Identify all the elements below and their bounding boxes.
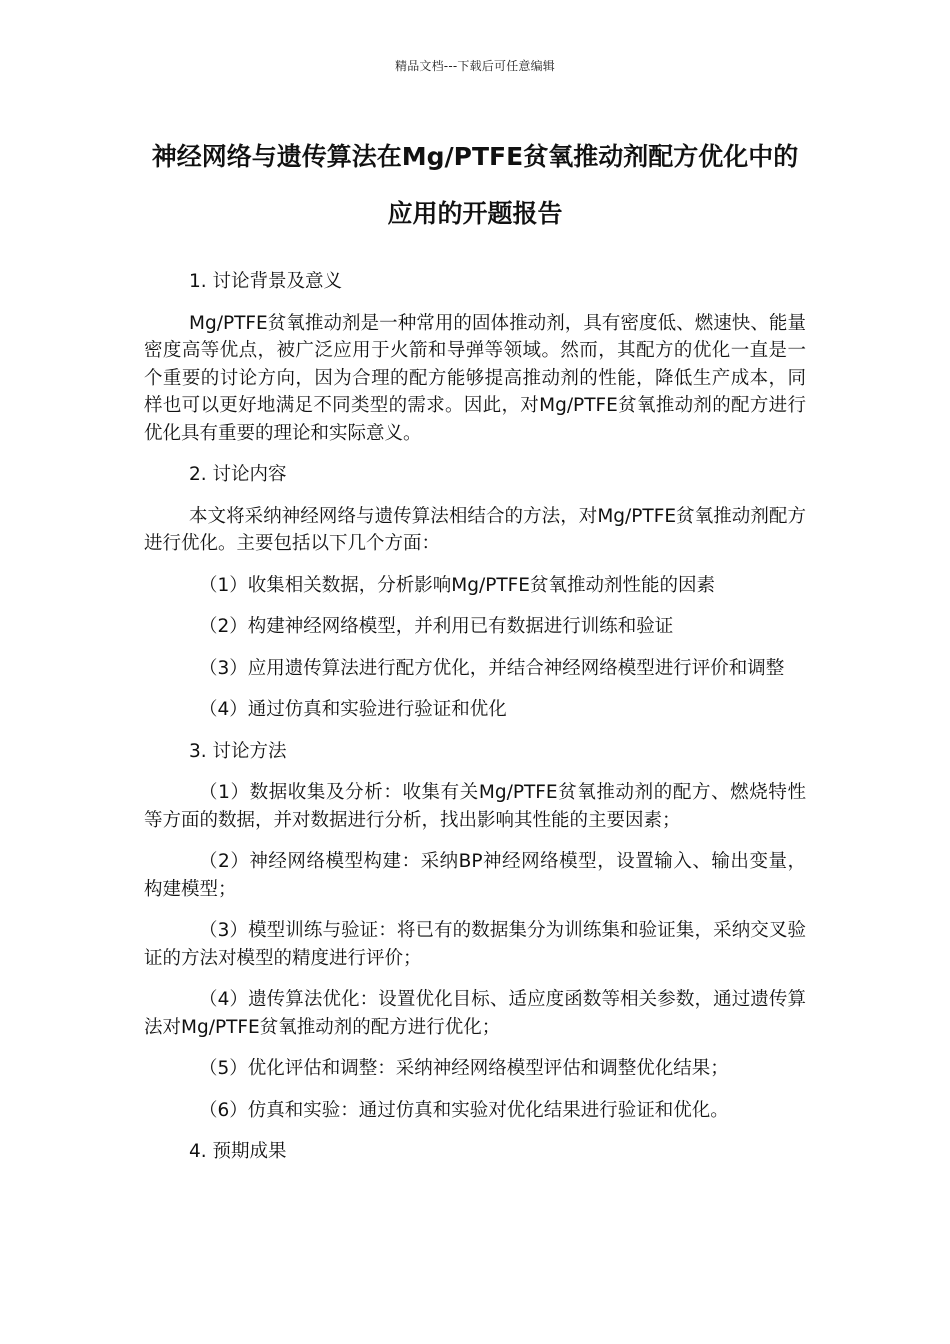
content-list-item: （2）构建神经网络模型，并利用已有数据进行训练和验证 — [199, 616, 674, 637]
content-list-item: （1）收集相关数据，分析影响Mg/PTFE贫氧推动剂性能的因素 — [199, 574, 715, 596]
document-title: 神经网络与遗传算法在Mg/PTFE贫氧推动剂配方优化中的应用的开题报告 — [151, 142, 799, 228]
content-list-item: （4）通过仿真和实验进行验证和优化 — [199, 699, 507, 720]
methods-list-item: （3）模型训练与验证：将已有的数据集分为训练集和验证集，采纳交叉验证的方法对模型的精度进行评价； — [144, 920, 806, 969]
background-paragraph: Mg/PTFE贫氧推动剂是一种常用的固体推动剂，具有密度低、燃速快、能量密度高等优点，被广泛应用于火箭和导弹等领域。然而，其配方的优化一直是一个重要的讨论方向，因为合理的配方能够提高推动剂的性能，降低生产成本，同样也可以更好地满足不同类型的需求。因此，对Mg/PTFE贫氧推动剂的配方进行优化具有重要的理论和实际意义。 — [144, 312, 806, 444]
content-list-item: （3）应用遗传算法进行配方优化，并结合神经网络模型进行评价和调整 — [199, 657, 785, 679]
section-heading-expected-results: 4. 预期成果 — [189, 1141, 287, 1162]
methods-list-item: （5）优化评估和调整：采纳神经网络模型评估和调整优化结果； — [199, 1058, 729, 1079]
content-paragraph: 本文将采纳神经网络与遗传算法相结合的方法，对Mg/PTFE贫氧推动剂配方进行优化。主要包括以下几个方面： — [144, 505, 806, 554]
section-heading-background: 1. 讨论背景及意义 — [189, 271, 343, 292]
methods-list-item: （4）遗传算法优化：设置优化目标、适应度函数等相关参数，通过遗传算法对Mg/PTFE贫氧推动剂的配方进行优化； — [144, 989, 806, 1038]
document-body — [144, 268, 806, 1180]
header-note: 精品文档---下载后可任意编辑 — [395, 59, 555, 73]
section-heading-content: 2. 讨论内容 — [189, 464, 287, 485]
section-heading-methods: 3. 讨论方法 — [189, 740, 287, 762]
methods-list-item: （6）仿真和实验：通过仿真和实验对优化结果进行验证和优化。 — [199, 1099, 729, 1121]
methods-list-item: （2）神经网络模型构建：采纳BP神经网络模型，设置输入、输出变量，构建模型； — [144, 851, 806, 900]
methods-list-item: （1）数据收集及分析：收集有关Mg/PTFE贫氧推动剂的配方、燃烧特性等方面的数据，并对数据进行分析，找出影响其性能的主要因素； — [144, 782, 806, 831]
